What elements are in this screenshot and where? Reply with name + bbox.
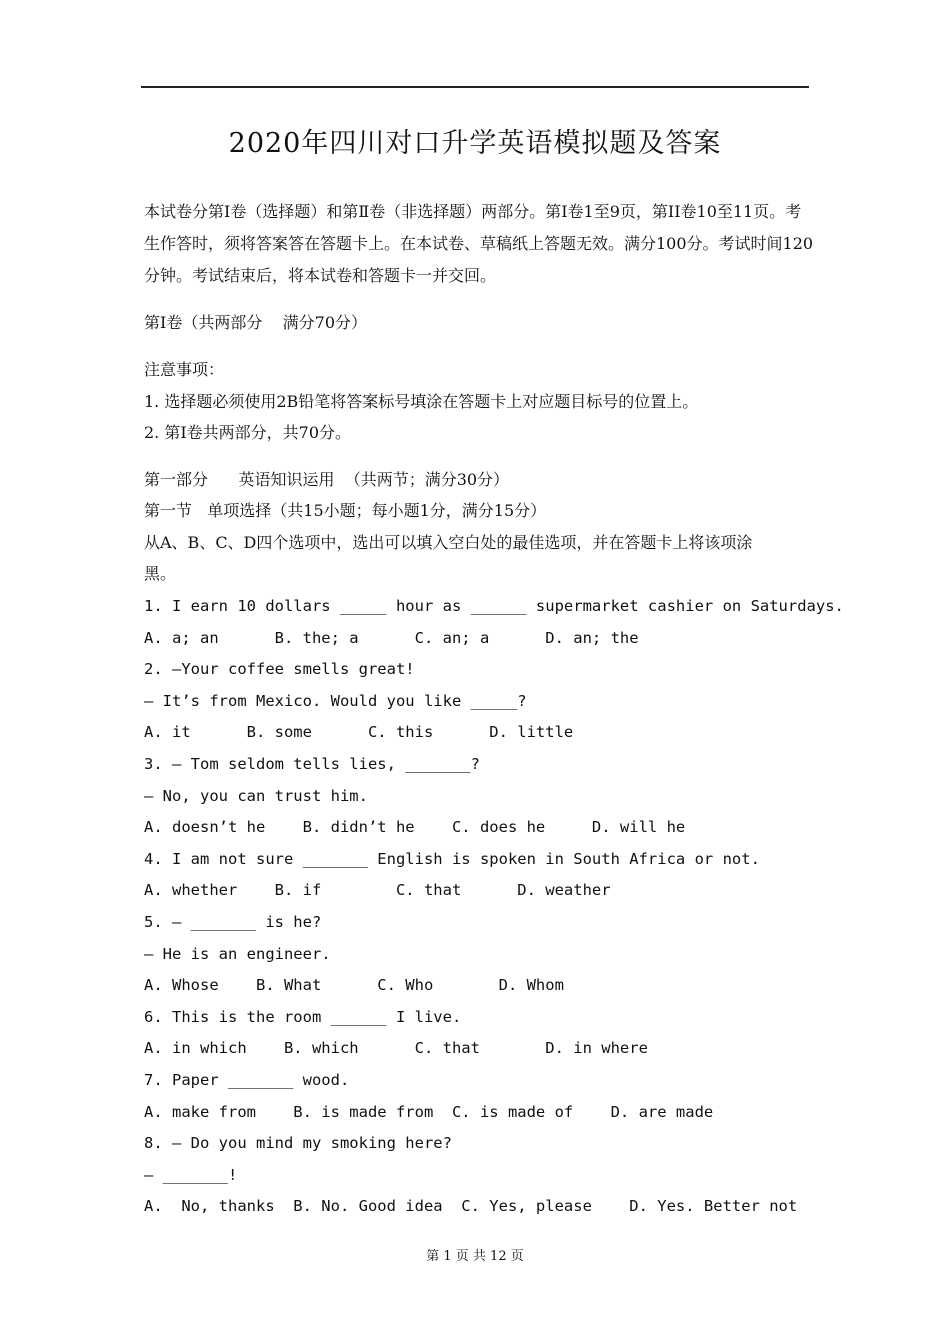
question-line: 2. —Your coffee smells great! (144, 660, 415, 678)
answer-options: A. whether B. if C. that D. weather (144, 881, 611, 899)
part-heading: 第一部分 英语知识运用 （共两节；满分30分） (144, 470, 510, 489)
note-item: 1. 选择题必须使用2B铅笔将答案标号填涂在答题卡上对应题目标号的位置上。 (144, 392, 699, 411)
answer-options: A. No, thanks B. No. Good idea C. Yes, please D. Yes. Better not (144, 1197, 798, 1215)
answer-options: A. make from B. is made from C. is made of D. are made (144, 1103, 714, 1121)
answer-options: A. Whose B. What C. Who D. Whom (144, 976, 564, 994)
question-line: — _______! (144, 1166, 238, 1184)
question-line: — It’s from Mexico. Would you like _____? (144, 692, 527, 710)
question-line: 4. I am not sure _______ English is spoken in South Africa or not. (144, 850, 760, 868)
note-item: 2. 第Ⅰ卷共两部分，共70分。 (144, 423, 352, 442)
question-line: — He is an engineer. (144, 945, 331, 963)
volume-heading: 第Ⅰ卷（共两部分 满分70分） (144, 313, 368, 332)
answer-options: A. doesn’t he B. didn’t he C. does he D. will he (144, 818, 686, 836)
question-line: 6. This is the room ______ I live. (144, 1008, 462, 1026)
notes-heading: 注意事项： (144, 360, 225, 379)
answer-options: A. a; an B. the; a C. an; a D. an; the (144, 629, 639, 647)
question-line: — No, you can trust him. (144, 787, 368, 805)
instructions-line: 黑。 (144, 564, 177, 583)
document-title: 2020年四川对口升学英语模拟题及答案 (228, 128, 722, 159)
header-rule (141, 86, 809, 88)
intro-paragraph: 本试卷分第Ⅰ卷（选择题）和第Ⅱ卷（非选择题）两部分。第Ⅰ卷1至9页，第II卷10至11页。考生作答时，须将答案答在答题卡上。在本试卷、草稿纸上答题无效。满分100分。考试时间120分钟。考试结束后，将本试卷和答题卡一并交回。 (144, 202, 814, 285)
question-line: 1. I earn 10 dollars _____ hour as ______ supermarket cashier on Saturdays. (144, 597, 844, 615)
instructions-line: 从A、B、C、D四个选项中，选出可以填入空白处的最佳选项，并在答题卡上将该项涂 (144, 533, 753, 552)
question-line: 3. — Tom seldom tells lies, _______? (144, 755, 480, 773)
section-heading: 第一节 单项选择（共15小题；每小题1分，满分15分） (144, 501, 547, 520)
question-line: 8. — Do you mind my smoking here? (144, 1134, 452, 1152)
answer-options: A. it B. some C. this D. little (144, 723, 574, 741)
answer-options: A. in which B. which C. that D. in where (144, 1039, 648, 1057)
question-line: 5. — _______ is he? (144, 913, 322, 931)
page-footer: 第 1 页 共 12 页 (426, 1249, 524, 1264)
question-line: 7. Paper _______ wood. (144, 1071, 350, 1089)
